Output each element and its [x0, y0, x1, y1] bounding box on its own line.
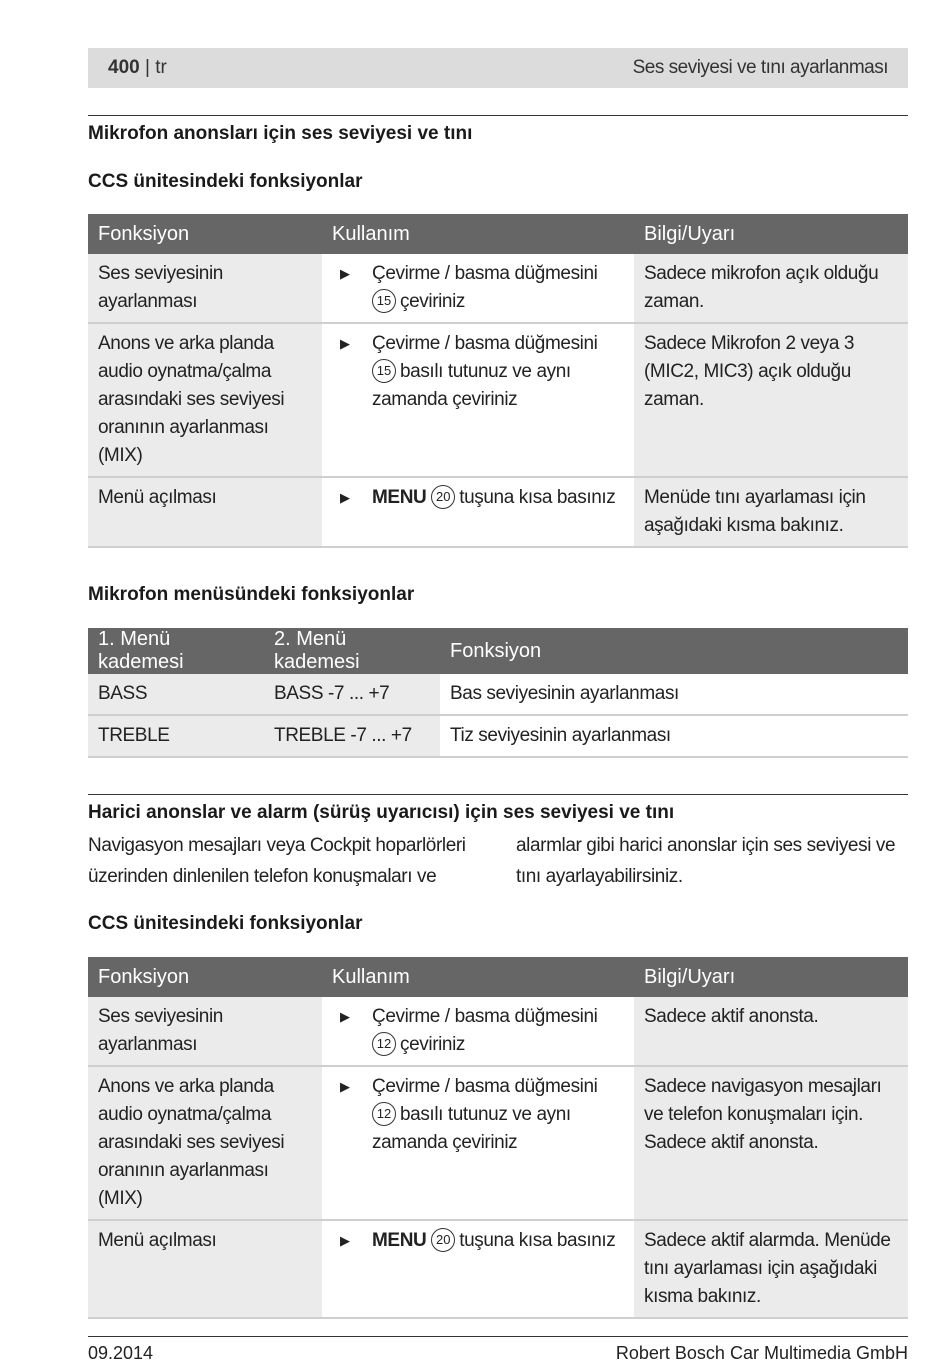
- button-number-badge: 20: [431, 1228, 455, 1252]
- ccs-functions-table-2: [88, 957, 908, 1319]
- knob-number-badge: 12: [372, 1032, 396, 1056]
- cell-function: Ses seviyesinin ayarlanması: [88, 997, 322, 1066]
- page-number: 400 | tr: [108, 57, 167, 78]
- cell-info: Sadece aktif alarmda. Menüde tını ayarlaması için aşağıdaki kısma bakınız.: [634, 1220, 908, 1318]
- table-row: [88, 254, 908, 323]
- cell-info: Menüde tını ayarlaması için aşağıdaki kısma bakınız.: [634, 477, 908, 547]
- arrow-icon: ▶: [340, 1009, 350, 1024]
- divider: [88, 794, 908, 795]
- section-heading-microphone: Mikrofon anonsları için ses seviyesi ve tını: [88, 123, 473, 144]
- subheading-mic-menu: Mikrofon menüsündeki fonksiyonlar: [88, 584, 415, 605]
- cell-usage: ▶ MENU 20 tuşuna kısa basınız: [322, 477, 634, 547]
- section-heading-external: Harici anonslar ve alarm (sürüş uyarıcısı) için ses seviyesi ve tını: [88, 802, 675, 823]
- cell-level-2: TREBLE -7 ... +7: [264, 715, 440, 757]
- knob-number-badge: 12: [372, 1102, 396, 1126]
- cell-usage: ▶ Çevirme / basma düğmesini 15 çeviriniz: [322, 254, 634, 323]
- page-header: [88, 48, 908, 88]
- cell-level-1: TREBLE: [88, 715, 264, 757]
- intro-paragraph-left: Navigasyon mesajları veya Cockpit hoparlörleri üzerinden dinlenilen telefon konuşmaları ve: [88, 835, 466, 887]
- divider: [88, 115, 908, 116]
- table-row: [88, 323, 908, 477]
- col-header: Kullanım: [322, 957, 634, 997]
- col-header: Bilgi/Uyarı: [634, 957, 908, 997]
- col-header: Fonksiyon: [440, 628, 908, 674]
- cell-info: Sadece Mikrofon 2 veya 3 (MIC2, MIC3) açık olduğu zaman.: [634, 323, 908, 477]
- knob-number-badge: 15: [372, 289, 396, 313]
- table-row: [88, 1066, 908, 1220]
- cell-usage: ▶ Çevirme / basma düğmesini 12 basılı tutunuz ve aynı zamanda çeviriniz: [322, 1066, 634, 1220]
- footer-divider: [88, 1336, 908, 1337]
- cell-function: Menü açılması: [88, 477, 322, 547]
- arrow-icon: ▶: [340, 336, 350, 351]
- mic-menu-table: [88, 628, 908, 758]
- cell-info: Sadece aktif anonsta.: [634, 997, 908, 1066]
- button-number-badge: 20: [431, 485, 455, 509]
- cell-function: Tiz seviyesinin ayarlanması: [440, 715, 908, 757]
- cell-function: Anons ve arka planda audio oynatma/çalma arasındaki ses seviyesi oranının ayarlanması (MIX): [88, 1066, 322, 1220]
- ccs-functions-table-1: [88, 214, 908, 548]
- col-header: Fonksiyon: [88, 957, 322, 997]
- arrow-icon: ▶: [340, 1079, 350, 1094]
- cell-function: Menü açılması: [88, 1220, 322, 1318]
- col-header: 2. Menü kademesi: [264, 628, 440, 674]
- table-row: [88, 1220, 908, 1318]
- arrow-icon: ▶: [340, 1233, 350, 1248]
- cell-usage: ▶ MENU 20 tuşuna kısa basınız: [322, 1220, 634, 1318]
- cell-function: Ses seviyesinin ayarlanması: [88, 254, 322, 323]
- footer-date: 09.2014: [88, 1343, 154, 1363]
- knob-number-badge: 15: [372, 359, 396, 383]
- header-title: Ses seviyesi ve tını ayarlanması: [632, 57, 888, 78]
- intro-paragraph-right: alarmlar gibi harici anonslar için ses seviyesi ve tını ayarlayabilirsiniz.: [516, 835, 896, 887]
- cell-info: Sadece mikrofon açık olduğu zaman.: [634, 254, 908, 323]
- cell-usage: ▶ Çevirme / basma düğmesini 12 çeviriniz: [322, 997, 634, 1066]
- col-header: 1. Menü kademesi: [88, 628, 264, 674]
- cell-info: Sadece navigasyon mesajları ve telefon konuşmaları için. Sadece aktif anonsta.: [634, 1066, 908, 1220]
- footer-company: Robert Bosch Car Multimedia GmbH: [615, 1343, 908, 1363]
- cell-level-1: BASS: [88, 674, 264, 715]
- arrow-icon: ▶: [340, 490, 350, 505]
- table-row: [88, 477, 908, 547]
- table-row: [88, 715, 908, 757]
- subheading-ccs-2: CCS ünitesindeki fonksiyonlar: [88, 913, 363, 934]
- table-row: [88, 997, 908, 1066]
- col-header: Fonksiyon: [88, 214, 322, 254]
- cell-function: Bas seviyesinin ayarlanması: [440, 674, 908, 715]
- arrow-icon: ▶: [340, 266, 350, 281]
- col-header: Kullanım: [322, 214, 634, 254]
- table-row: [88, 674, 908, 715]
- cell-function: Anons ve arka planda audio oynatma/çalma arasındaki ses seviyesi oranının ayarlanması (MIX): [88, 323, 322, 477]
- subheading-ccs-1: CCS ünitesindeki fonksiyonlar: [88, 171, 363, 192]
- col-header: Bilgi/Uyarı: [634, 214, 908, 254]
- cell-usage: ▶ Çevirme / basma düğmesini 15 basılı tutunuz ve aynı zamanda çeviriniz: [322, 323, 634, 477]
- cell-level-2: BASS -7 ... +7: [264, 674, 440, 715]
